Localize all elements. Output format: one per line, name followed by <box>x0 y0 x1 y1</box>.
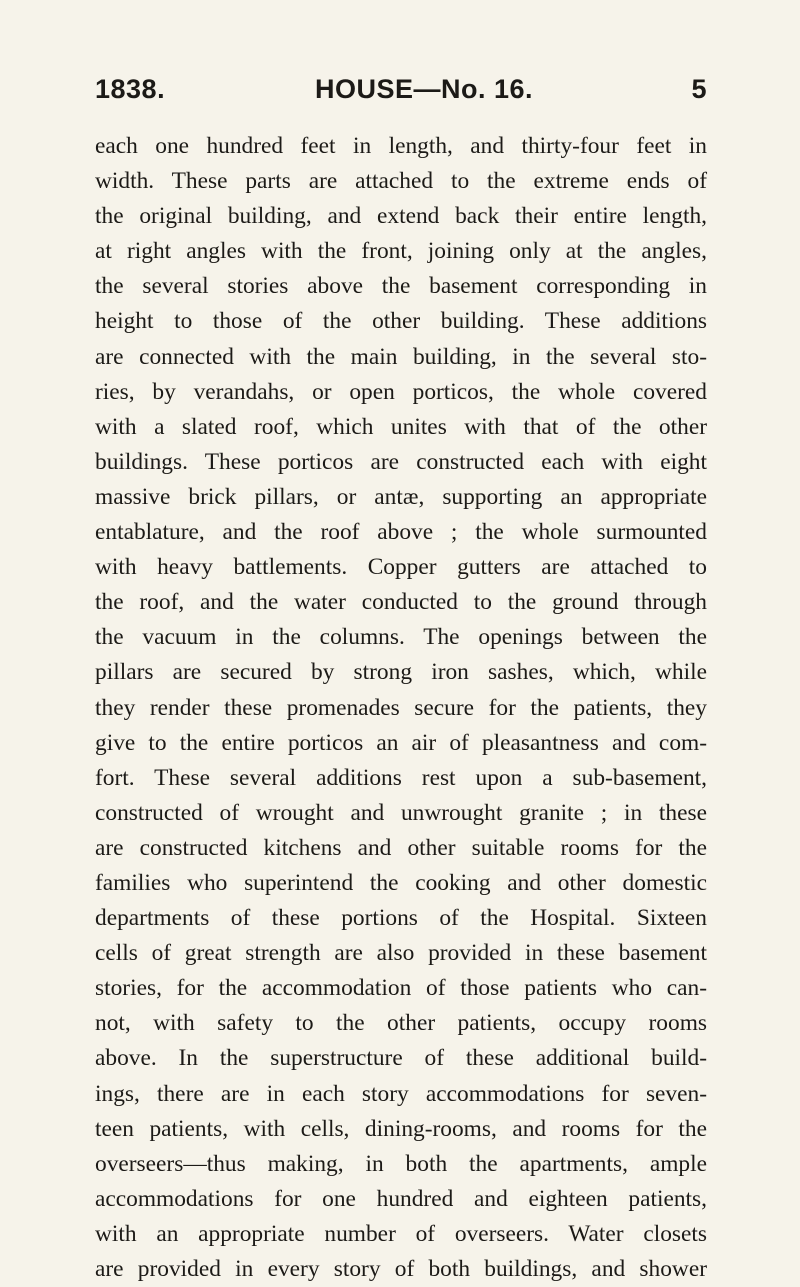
text-line: not, with safety to the other patients, occupy rooms <box>95 1010 707 1037</box>
text-line: with a slated roof, which unites with that of the other <box>95 413 707 440</box>
text-line: ings, there are in each story accommodations for seven- <box>95 1080 707 1107</box>
text-line: width. These parts are attached to the extreme ends of <box>95 168 707 195</box>
header-year: 1838. <box>95 74 166 104</box>
text-line: are constructed kitchens and other suitable rooms for the <box>95 834 707 861</box>
text-line: with heavy battlements. Copper gutters are attached to <box>95 554 707 581</box>
text-line: stories, for the accommodation of those patients who can- <box>95 975 707 1002</box>
text-line: teen patients, with cells, dining-rooms, and rooms for the <box>95 1115 707 1142</box>
text-line: are connected with the main building, in the several sto- <box>95 343 707 370</box>
page-number: 5 <box>691 74 707 104</box>
text-line: each one hundred feet in length, and thirty-four feet in <box>95 133 707 159</box>
text-line: height to those of the other building. These additions <box>95 308 707 335</box>
text-line: they render these promenades secure for the patients, they <box>95 694 707 721</box>
text-line: are provided in every story of both buildings, and shower <box>95 1256 707 1282</box>
text-line: departments of these portions of the Hospital. Sixteen <box>95 905 707 932</box>
text-line: accommodations for one hundred and eighteen patients, <box>95 1185 707 1212</box>
text-line: at right angles with the front, joining only at the angles, <box>95 238 707 265</box>
running-header <box>95 74 707 114</box>
text-line: pillars are secured by strong iron sashes, which, while <box>95 659 707 686</box>
body-text <box>95 129 707 1287</box>
text-line: give to the entire porticos an air of pleasantness and com- <box>95 729 707 756</box>
text-line: entablature, and the roof above ; the whole surmounted <box>95 519 707 546</box>
text-line: ries, by verandahs, or open porticos, the whole covered <box>95 378 707 405</box>
text-line: buildings. These porticos are constructed each with eight <box>95 448 707 475</box>
text-line: with an appropriate number of overseers. Water closets <box>95 1220 707 1247</box>
text-line: families who superintend the cooking and other domestic <box>95 869 707 896</box>
text-line: above. In the superstructure of these additional build- <box>95 1045 707 1072</box>
text-line: the vacuum in the columns. The openings between the <box>95 624 707 651</box>
header-title: HOUSE—No. 16. <box>315 74 534 104</box>
text-line: the original building, and extend back their entire length, <box>95 203 707 230</box>
text-line: constructed of wrought and unwrought granite ; in these <box>95 799 707 826</box>
text-line: the roof, and the water conducted to the ground through <box>95 589 707 616</box>
text-line: the several stories above the basement corresponding in <box>95 273 707 300</box>
text-line: fort. These several additions rest upon a sub-basement, <box>95 764 707 791</box>
text-line: overseers—thus making, in both the apartments, ample <box>95 1150 707 1177</box>
text-line: cells of great strength are also provided in these basement <box>95 940 707 967</box>
text-line: massive brick pillars, or antæ, supporting an appropriate <box>95 483 707 510</box>
